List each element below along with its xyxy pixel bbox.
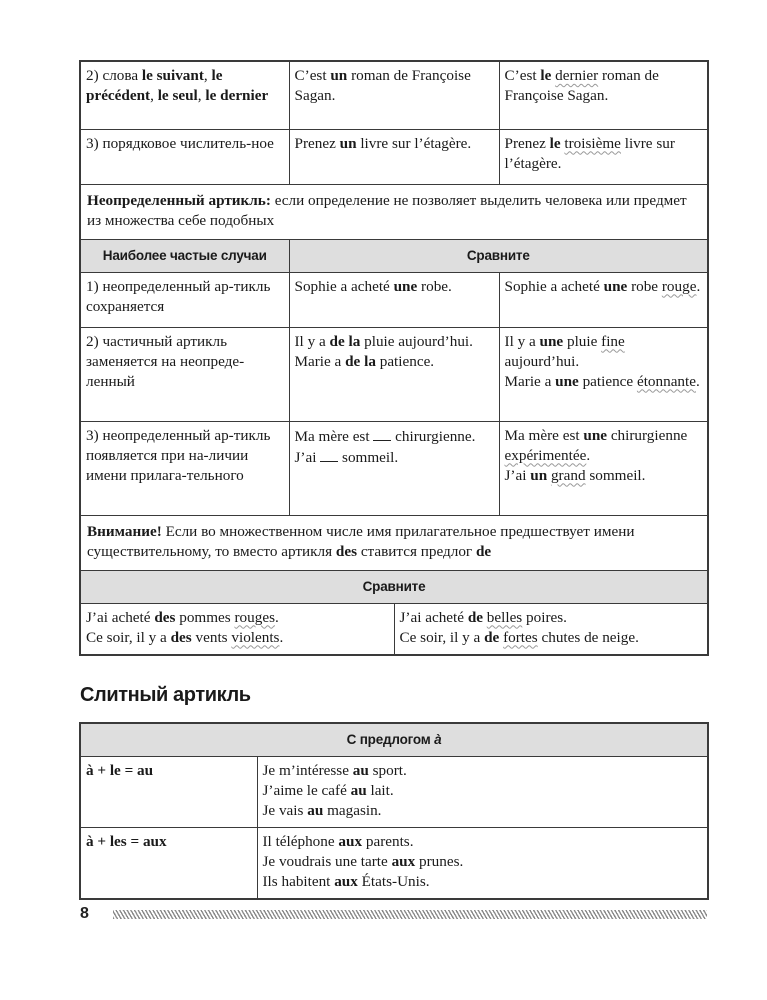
bold-term: aux	[334, 873, 358, 890]
bold-term: de la	[345, 352, 376, 370]
bold-term: un	[330, 67, 348, 84]
blank-gap	[373, 426, 391, 441]
bold-term: de	[484, 628, 500, 646]
preposition-header-label: С предлогом à	[346, 732, 442, 747]
attention-note-row	[80, 515, 708, 570]
example-cell: Prenez le troisième livre sur l’étagère.	[499, 129, 708, 184]
compare-left-cell: J’ai acheté des pommes rouges. Ce soir, il y a des vents violents.	[80, 603, 394, 655]
bold-term: une	[393, 277, 418, 295]
bold-term: aux	[338, 833, 363, 850]
example-cell: C’est le dernier roman de Françoise Sagan.	[499, 61, 708, 129]
example-cell: Ma mère est une chirurgienne expérimentée. J’ai un grand sommeil.	[499, 421, 708, 515]
bold-term: des	[154, 608, 176, 626]
underlined-adjective: étonnante	[636, 372, 696, 390]
bold-term: au	[352, 762, 369, 779]
examples-cell: Je m’intéresse au sport. J’aime le café au lait. Je vais au magasin.	[257, 757, 708, 828]
contracted-article-table	[79, 722, 709, 900]
underlined-adjective: grand	[550, 466, 586, 484]
bold-term: aux	[391, 853, 416, 870]
rule-cell	[80, 828, 257, 900]
bold-term: de la	[329, 332, 361, 350]
indefinite-definition: если определение не позволяет выделить человека или предмет из множества себе подобных	[87, 191, 687, 229]
case-cell: 3) порядковое числитель-ное	[80, 129, 289, 184]
example-cell: Il y a une pluie fine aujourd’hui. Marie a une patience étonnante.	[499, 327, 708, 421]
bold-term: le suivant	[141, 67, 204, 84]
attention-note: Внимание! Если во множественном числе имя прилагательное предшествует имени существительному, то вместо артикля des ставится предлог de	[80, 515, 708, 570]
bold-term: des	[335, 542, 358, 560]
table-row	[80, 61, 708, 129]
case-cell: 2) слова le suivant, le précédent, le seul, le dernier	[80, 61, 289, 129]
table-row	[80, 828, 708, 900]
bold-term: à + le = au	[86, 762, 154, 779]
example-cell: Ma mère est chirurgienne. J’ai sommeil.	[289, 421, 499, 515]
examples-cell: Il téléphone aux parents. Je voudrais une tarte aux prunes. Ils habitent aux États-Unis.	[257, 828, 708, 900]
bold-term: à + les = aux	[86, 833, 167, 850]
example-cell: C’est un roman de Françoise Sagan.	[289, 61, 499, 129]
compare-header: Сравните	[80, 570, 708, 603]
table-row	[80, 327, 708, 421]
underlined-adjective: belles	[486, 608, 523, 626]
section-title: Слитный артикль	[80, 684, 251, 706]
rule-cell	[80, 757, 257, 828]
table-row	[80, 421, 708, 515]
header-row	[80, 723, 708, 757]
bold-term: Внимание!	[87, 522, 162, 540]
case-cell: 1) неопределенный ар-тикль сохраняется	[80, 272, 289, 327]
underlined-adjective: violents	[231, 628, 280, 646]
bold-term: le dernier	[205, 87, 269, 104]
underlined-adjective: troisième	[564, 134, 621, 152]
underlined-adjective: dernier	[555, 67, 599, 84]
page-footer	[80, 905, 710, 925]
compare-right-cell: J’ai acheté de belles poires. Ce soir, il y a de fortes chutes de neige.	[394, 603, 708, 655]
table-row	[80, 129, 708, 184]
bold-term: le seul	[157, 87, 198, 104]
underlined-adjective: rouges	[234, 608, 275, 626]
table-row	[80, 272, 708, 327]
compare-header-row	[80, 570, 708, 603]
underlined-adjective: expérimentée	[504, 446, 587, 464]
underlined-adjective: fortes	[503, 628, 538, 646]
example-cell: Sophie a acheté une robe rouge.	[499, 272, 708, 327]
table-row	[80, 757, 708, 828]
example-cell: Prenez un livre sur l’étagère.	[289, 129, 499, 184]
bold-term: au	[350, 782, 367, 799]
header-row	[80, 239, 708, 272]
example-cell: Il y a de la pluie aujourd’hui. Marie a de la patience.	[289, 327, 499, 421]
case-cell: 2) частичный артикль заменяется на неопреде-ленный	[80, 327, 289, 421]
bold-term: de	[475, 542, 492, 560]
underlined-adjective: fine	[601, 332, 625, 350]
bold-term: le	[549, 134, 561, 152]
bold-term: une	[539, 332, 564, 350]
bold-term: une	[583, 426, 608, 444]
bold-term: le	[540, 67, 552, 84]
preposition-header	[80, 723, 708, 757]
case-cell: 3) неопределенный ар-тикль появляется при на-личии имени прилага-тельного	[80, 421, 289, 515]
italic-preposition: à	[434, 732, 442, 747]
bold-term: de	[467, 608, 483, 626]
decorative-hatch-rule	[113, 910, 707, 919]
indefinite-term: Неопределенный артикль:	[87, 191, 271, 209]
example-cell: Sophie a acheté une robe.	[289, 272, 499, 327]
bold-term: le précédent	[86, 67, 223, 104]
page-number: 8	[80, 905, 89, 922]
bold-term: une	[603, 277, 628, 295]
indefinite-note-row	[80, 184, 708, 239]
header-cases: Наиболее частые случаи	[80, 239, 289, 272]
blank-gap	[320, 447, 338, 462]
bold-term: une	[555, 372, 579, 390]
header-compare: Сравните	[289, 239, 708, 272]
bold-term: au	[307, 802, 324, 819]
articles-table	[79, 60, 709, 656]
bold-term: un	[339, 134, 357, 152]
indefinite-note	[80, 184, 708, 239]
table-row	[80, 603, 708, 655]
bold-term: des	[170, 628, 192, 646]
underlined-adjective: rouge	[661, 277, 697, 295]
bold-term: un	[530, 466, 548, 484]
